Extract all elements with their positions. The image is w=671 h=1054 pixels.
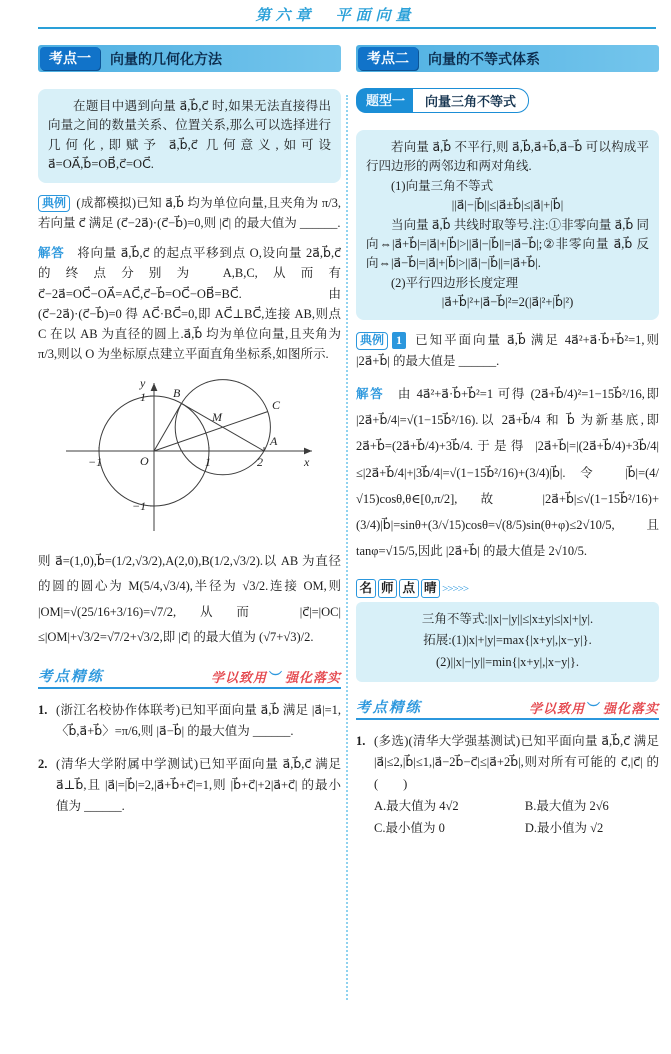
right-q1-text: (多选)(清华大学强基测试)已知平面向量 a⃗,b⃗,c⃗ 满足 |a⃗|≤2,|b⃗|≤1,|a⃗−2b⃗−c⃗|≤|a⃗+2b⃗|,则对所有可能的 c⃗,|c⃗| 的( ): [374, 734, 659, 791]
left-answer-part1-text: 将向量 a⃗,b⃗,c⃗ 的起点平移到点 O,设向量 2a⃗,b⃗,c⃗ 的终点分别为 A,B,C,从而有 c⃗−2a⃗=OC⃗−OA⃗=AC⃗,c⃗−b⃗=OC⃗−OB⃗=BC⃗.由 (c⃗−2a⃗)·(c⃗−b⃗)=0 得 AC⃗·BC⃗=0,即 AC⃗⊥BC⃗,连接 AB,则点 C 在以 AB 为直径的圆上.a⃗,b⃗ 均为单位向量,且夹角为 π/3,则以 O 为坐标原点建立平面直角坐标系,如图所示.: [38, 246, 341, 362]
tick-x-1-label: 1: [204, 454, 211, 469]
left-practice-taglines: [211, 667, 341, 686]
right-column: [356, 45, 659, 849]
jieda-label: 解答: [38, 246, 65, 260]
y-axis-arrow: [150, 383, 157, 391]
option-d: D.最小值为 √2: [524, 821, 604, 836]
left-practice-header: [38, 665, 341, 689]
point-a-label: A: [269, 433, 277, 448]
kaodian2-badge: 考点二: [358, 47, 418, 70]
left-practice-title: 考点精练: [38, 669, 104, 685]
right-answer: [356, 381, 659, 565]
column-divider: [346, 95, 348, 1000]
theory-item2-title: (2)平行四边形长度定理: [391, 275, 519, 290]
left-q1-number: 1.: [38, 703, 48, 717]
topic-pill-tixing1: [356, 88, 529, 113]
left-question-1: [38, 700, 341, 743]
origin-label: O: [139, 453, 149, 468]
tip-line-3: (2)||x|−|y||=min{|x+y|,|x−y|}.: [436, 655, 579, 670]
left-q2-number: 2.: [38, 756, 48, 771]
tip-char-3: 晴: [421, 579, 441, 598]
tip-char-1: 师: [378, 579, 398, 598]
left-q2-text: (清华大学附属中学测试)已知平面向量 a⃗,b⃗,c⃗ 满足 a⃗⊥b⃗,且 |a⃗|=|b⃗|=2,|a⃗+b⃗+c⃗|=1,则 |b⃗+c⃗|+2|a⃗+c⃗| 的最小值为 ______.: [56, 756, 341, 813]
left-intro-box: [38, 89, 341, 183]
dianli-label: 典例: [38, 195, 70, 213]
tick-y-1-label: 1: [139, 389, 146, 404]
section-bar-kaodian2: [356, 45, 659, 72]
right-practice-header: [356, 696, 659, 720]
theory-item1-note: 当向量 a⃗,b⃗ 共线时取等号.注:①非零向量 a⃗,b⃗ 同向⇔|a⃗+b⃗|=|a⃗|+|b⃗|>||a⃗|−|b⃗||=|a⃗−b⃗|;②非零向量 a⃗,b⃗ 反向⇔|a⃗−b⃗|=|a⃗|+|b⃗|>||a⃗|−|b⃗||=|a⃗+b⃗|.: [366, 217, 649, 271]
right-practice-taglines: [529, 698, 659, 717]
left-column: [38, 45, 341, 826]
left-tagline-1: 学以致用: [210, 670, 267, 685]
right-tagline-1: 学以致用: [528, 701, 585, 717]
option-c: C.最小值为 0: [374, 821, 445, 836]
left-answer-part2: [38, 549, 341, 652]
left-question-2: [38, 754, 341, 818]
x-axis-label: x: [303, 454, 309, 469]
segment-ob: [154, 403, 182, 451]
left-tagline-2: 强化落实: [284, 670, 341, 685]
vector-circle-figure: [38, 373, 341, 539]
right-question-1: [356, 731, 659, 840]
segment-ba: [181, 403, 264, 451]
theory-item2-formula: |a⃗+b⃗|²+|a⃗−b⃗|²=2(|a⃗|²+|b⃗|²): [441, 295, 574, 309]
mingshi-dianjing-label: [356, 579, 659, 598]
tixing1-badge: 题型一: [356, 88, 413, 113]
tip-line-1: 三角不等式:||x|−|y||≤|x±y|≤|x|+|y|.: [421, 611, 594, 626]
left-example: [38, 193, 341, 234]
left-example-text: (成都模拟)已知 a⃗,b⃗ 均为单位向量,且夹角为 π/3,若向量 c⃗ 满足 (c⃗−2a⃗)·(c⃗−b⃗)=0,则 |c⃗| 的最大值为 ______.: [38, 195, 341, 230]
tixing1-label: 向量三角不等式: [413, 88, 529, 113]
y-axis-label: y: [139, 375, 145, 390]
tip-char-0: 名: [356, 579, 376, 598]
right-tagline-2: 强化落实: [602, 701, 659, 717]
right-jieda-label: 解答: [356, 386, 385, 401]
left-answer-part2-text: 则 a⃗=(1,0),b⃗=(1/2,√3/2),A(2,0),B(1/2,√3/2).以 AB 为直径的圆的圆心为 M(5/4,√3/4),半径为 √3/2.连接 OM,则 |OM|=√(25/16+3/16)=√7/2,从而 |c⃗|=|OC|≤|OM|+√3/2=√7/2+√3/2,即 |c⃗| 的最大值为 (√7+√3)/2.: [38, 553, 341, 645]
right-practice-title: 考点精练: [356, 700, 422, 717]
theory-item1-formula: ||a⃗|−|b⃗||≤|a⃗±b⃗|≤|a⃗|+|b⃗|: [451, 198, 564, 213]
kaodian1-title: 向量的几何化方法: [110, 50, 222, 67]
point-c-label: C: [271, 397, 280, 412]
left-q1-text: (浙江名校协作体联考)已知平面向量 a⃗,b⃗ 满足 |a⃗|=1,〈b⃗,a⃗+b⃗〉=π/6,则 |a⃗−b⃗| 的最大值为 ______.: [56, 703, 341, 739]
figure-svg: [54, 373, 326, 535]
tick-x-2-label: 2: [256, 454, 263, 469]
tip-char-2: 点: [399, 579, 419, 598]
left-answer-part1: [38, 243, 341, 365]
point-b-label: B: [172, 385, 180, 400]
right-theory-box: [356, 130, 659, 320]
tip-arrows: >>>>>: [442, 582, 469, 595]
theory-intro: 若向量 a⃗,b⃗ 不平行,则 a⃗,b⃗,a⃗+b⃗,a⃗−b⃗ 可以构成平行四边形的两邻边和两对角线.: [366, 140, 649, 174]
theory-item1-title: (1)向量三角不等式: [391, 178, 494, 193]
wave-mark: ︶: [268, 670, 283, 685]
right-q1-options: [374, 795, 659, 840]
section-bar-kaodian1: [38, 45, 341, 72]
right-answer-text: 由 4a⃗²+a⃗·b⃗+b⃗²=1 可得 (2a⃗+b⃗/4)²=1−15b⃗²/16,即 |2a⃗+b⃗/4|=√(1−15b⃗²/16).以 2a⃗+b⃗/4 和 b⃗ 为新基底,即 2a⃗+b⃗=(2a⃗+b⃗/4)+3b⃗/4.于是得 |2a⃗+b⃗|=|(2a⃗+b⃗/4)+3b⃗/4|≤|2a⃗+b⃗/4|+|3b⃗/4|=√(1−15b⃗²/16)+(3/4)|b⃗|.令 |b⃗|=(4/√15)cosθ,θ∈[0,π/2],故 |2a⃗+b⃗|≤√(1−15b⃗²/16)+(3/4)|b⃗|=sinθ+(3/√15)cosθ=√(8/5)sin(θ+φ)≤2√10/5,且 tanφ=√15/5,因此 |2a⃗+b⃗| 的最大值是 2√10/5.: [356, 386, 659, 559]
right-example-text: 已知平面向量 a⃗,b⃗ 满足 4a⃗²+a⃗·b⃗+b⃗²=1,则 |2a⃗+b⃗| 的最大值是 ______.: [356, 333, 660, 368]
tick-y-neg1-label: −1: [131, 498, 146, 513]
kaodian2-title: 向量的不等式体系: [428, 50, 540, 67]
header-rule: [38, 27, 656, 29]
kaodian1-badge: 考点一: [40, 47, 100, 70]
x-axis-arrow: [304, 447, 312, 454]
wave-mark: ︶: [586, 701, 601, 717]
dianli1-number: 1: [392, 332, 406, 348]
tick-x-neg1-label: −1: [87, 454, 102, 469]
point-m-label: M: [211, 409, 222, 424]
right-example: [356, 330, 659, 371]
option-a: A.最大值为 4√2: [374, 798, 459, 813]
segment-oc: [154, 411, 268, 450]
tip-box: [356, 602, 659, 683]
chapter-header: 第六章 平面向量: [255, 8, 416, 24]
option-b: B.最大值为 2√6: [524, 798, 609, 813]
dianli1-label: 典例: [356, 332, 388, 350]
right-q1-number: 1.: [356, 734, 366, 749]
left-intro-text: 在题目中遇到向量 a⃗,b⃗,c⃗ 时,如果无法直接得出向量之间的数量关系、位置关系,那么可以选择进行几何化,即赋予 a⃗,b⃗,c⃗ 几何意义,如可设 a⃗=OA⃗,b⃗=OB⃗,c⃗=OC⃗.: [48, 99, 331, 172]
tip-line-2: 拓展:(1)|x|+|y|=max{|x+y|,|x−y|}.: [423, 633, 592, 648]
